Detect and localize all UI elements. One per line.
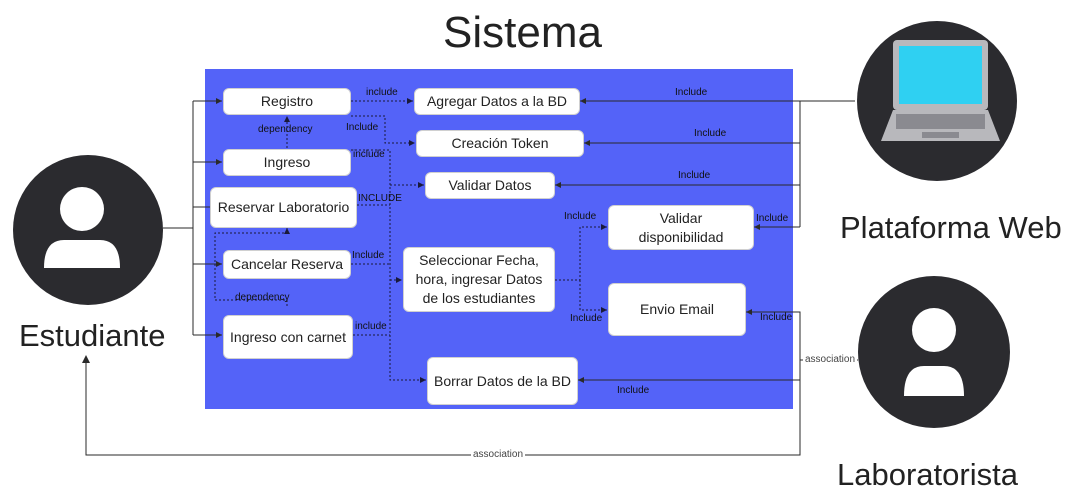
actor-label-laboratorista: Laboratorista: [837, 457, 1018, 492]
relation-label-include: Include: [564, 211, 597, 222]
usecase-reservar-laboratorio[interactable]: Reservar Laboratorio: [210, 187, 357, 228]
relation-label-include: Include: [346, 122, 379, 133]
relation-label-include: Include: [570, 313, 603, 324]
relation-label-include: Include: [617, 385, 650, 396]
usecase-cancelar-reserva[interactable]: Cancelar Reserva: [223, 250, 351, 279]
relation-label-include: Include: [694, 128, 727, 139]
diagram-title: Sistema: [443, 8, 602, 57]
usecase-ingreso-carnet[interactable]: Ingreso con carnet: [223, 315, 353, 359]
relation-label-include: Include: [756, 213, 789, 224]
relation-label-include: include: [353, 149, 385, 160]
relation-label-include: Include: [760, 312, 793, 323]
usecase-ingreso[interactable]: Ingreso: [223, 149, 351, 176]
relation-label-include: include: [366, 87, 398, 98]
actor-label-estudiante: Estudiante: [19, 318, 166, 353]
usecase-envio-email[interactable]: Envio Email: [608, 283, 746, 336]
estudiante-actor-icon: [13, 155, 163, 305]
relation-label-dependency: dependency: [258, 124, 313, 135]
relation-label-include: Include: [678, 170, 711, 181]
relation-label-include: Include: [352, 250, 385, 261]
relation-label-include: include: [355, 321, 387, 332]
arrowhead: [82, 355, 90, 363]
usecase-creacion-token[interactable]: Creación Token: [416, 130, 584, 157]
relation-label-association: association: [473, 449, 524, 460]
usecase-validar-disponibilidad[interactable]: Validar disponibilidad: [608, 205, 754, 250]
usecase-borrar-datos[interactable]: Borrar Datos de la BD: [427, 357, 578, 405]
relation-label-association: association: [805, 354, 856, 365]
relation-label-dependency: dependency: [235, 292, 290, 303]
usecase-registro[interactable]: Registro: [223, 88, 351, 115]
usecase-validar-datos[interactable]: Validar Datos: [425, 172, 555, 199]
actor-label-plataforma: Plataforma Web: [840, 210, 1062, 245]
relation-label-include: Include: [675, 87, 708, 98]
relation-label-include: INCLUDE: [358, 193, 402, 204]
usecase-agregar-datos[interactable]: Agregar Datos a la BD: [414, 88, 580, 115]
laboratorista-actor-icon: [858, 276, 1010, 428]
usecase-seleccionar-fecha[interactable]: Seleccionar Fecha, hora, ingresar Datos de los estudiantes: [403, 247, 555, 312]
